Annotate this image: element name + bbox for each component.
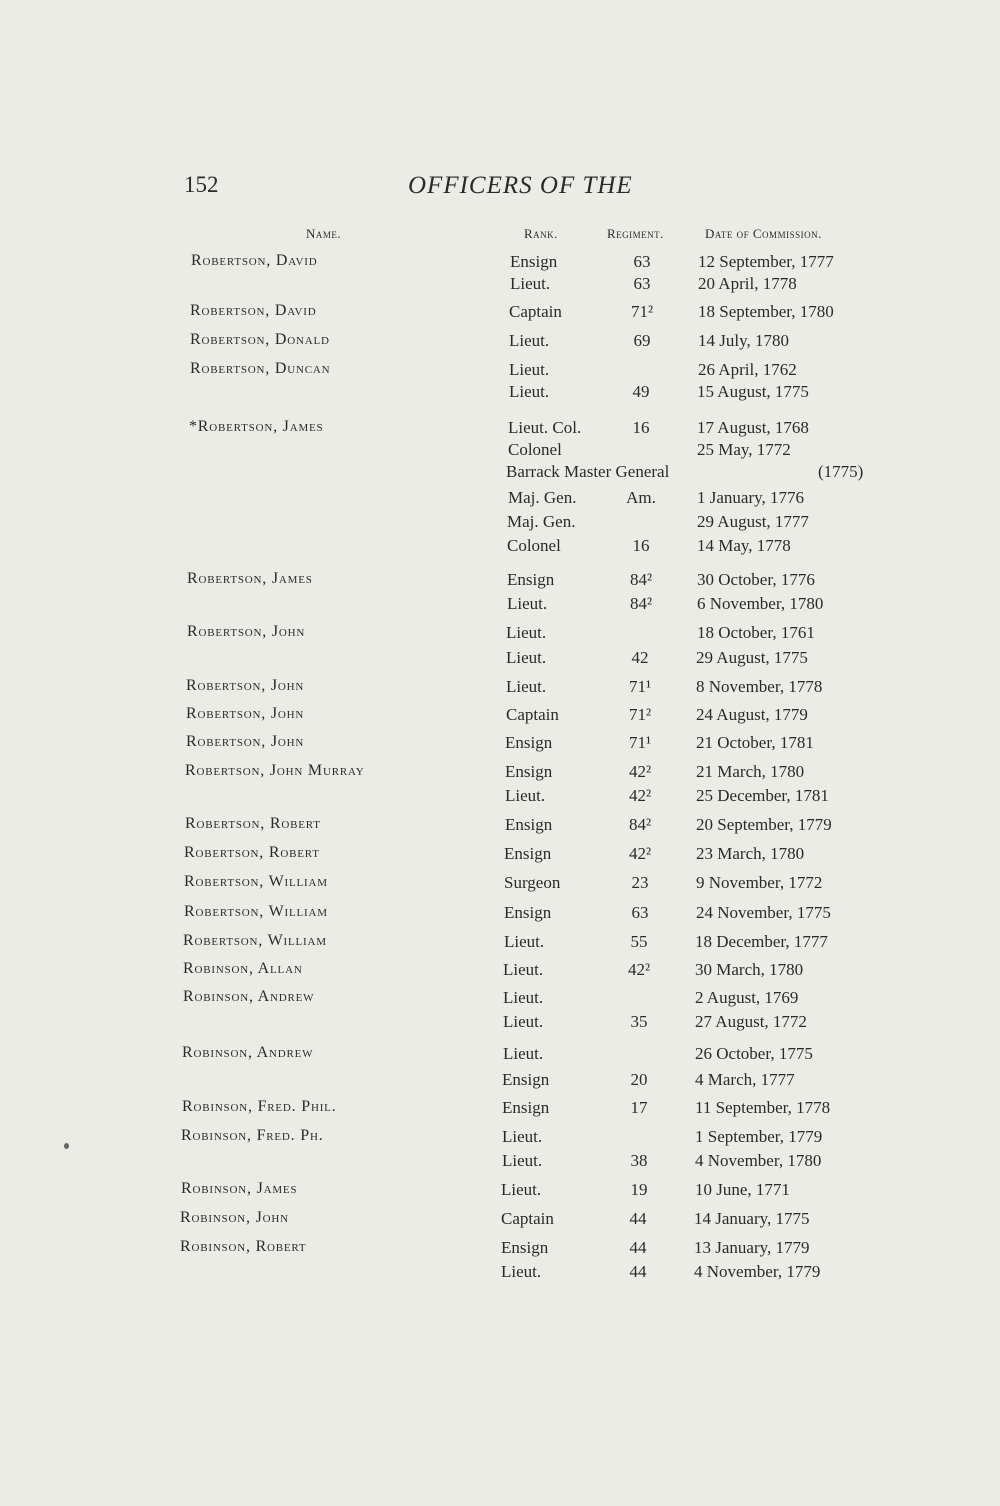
officer-regiment: 42² bbox=[628, 786, 652, 805]
officer-regiment: 84² bbox=[629, 594, 653, 613]
officer-rank: Maj. Gen. bbox=[508, 488, 577, 507]
officer-row bbox=[0, 1180, 1000, 1204]
officer-rank: Lieut. bbox=[509, 360, 550, 379]
commission-date: 9 November, 1772 bbox=[696, 873, 823, 892]
commission-date: 10 June, 1771 bbox=[695, 1180, 790, 1199]
officer-name: Robinson, Robert bbox=[180, 1238, 307, 1255]
officer-name: Robinson, John bbox=[180, 1209, 289, 1226]
commission-date: 18 December, 1777 bbox=[695, 932, 828, 951]
officer-name: Robinson, Andrew bbox=[183, 988, 315, 1005]
commission-date: 26 October, 1775 bbox=[695, 1044, 813, 1063]
officer-rank: Lieut. bbox=[509, 382, 550, 401]
commission-date: 17 August, 1768 bbox=[697, 418, 809, 437]
officer-name: Robertson, John Murray bbox=[185, 762, 365, 779]
header-rank: Rank. bbox=[524, 226, 558, 241]
officer-row bbox=[0, 844, 1000, 868]
officer-name: Robertson, David bbox=[191, 252, 318, 269]
officer-row bbox=[0, 733, 1000, 757]
officer-regiment: 20 bbox=[630, 1070, 648, 1089]
officer-regiment: 16 bbox=[632, 536, 650, 555]
officer-rank: Captain bbox=[506, 705, 559, 724]
commission-date: 25 December, 1781 bbox=[696, 786, 829, 805]
commission-date: 1 September, 1779 bbox=[695, 1127, 823, 1146]
officer-rank: Ensign bbox=[505, 815, 553, 834]
officer-row bbox=[0, 815, 1000, 839]
officer-name: Robinson, James bbox=[181, 1180, 298, 1197]
commission-date: 11 September, 1778 bbox=[695, 1098, 831, 1117]
commission-date: 29 August, 1777 bbox=[697, 512, 809, 531]
officer-rank: Lieut. bbox=[505, 786, 546, 805]
commission-date: 15 August, 1775 bbox=[697, 382, 809, 401]
officer-name: Robertson, James bbox=[187, 570, 313, 587]
officer-rank: Ensign bbox=[507, 570, 555, 589]
officer-regiment: 16 bbox=[632, 418, 650, 437]
officer-name: Robertson, William bbox=[183, 932, 327, 949]
officer-rank: Lieut. bbox=[506, 677, 547, 696]
officer-name: Robinson, Allan bbox=[183, 960, 303, 977]
officer-rank: Surgeon bbox=[504, 873, 561, 892]
commission-date: 30 March, 1780 bbox=[695, 960, 804, 979]
officer-rank: Captain bbox=[501, 1209, 554, 1228]
officer-name: Robertson, David bbox=[190, 302, 317, 319]
officer-name: Robertson, John bbox=[186, 677, 305, 694]
officer-row bbox=[0, 440, 1000, 464]
officer-rank: Captain bbox=[509, 302, 562, 321]
commission-date: 23 March, 1780 bbox=[696, 844, 805, 863]
officer-regiment: 71² bbox=[630, 302, 654, 321]
commission-date: 4 November, 1780 bbox=[695, 1151, 822, 1170]
officer-row bbox=[0, 960, 1000, 984]
officer-regiment: 63 bbox=[631, 903, 649, 922]
officer-row bbox=[0, 1238, 1000, 1262]
commission-date: 21 March, 1780 bbox=[696, 762, 805, 781]
officer-row bbox=[0, 360, 1000, 384]
officer-row bbox=[0, 418, 1000, 442]
officer-regiment: 44 bbox=[629, 1238, 647, 1257]
officer-regiment: 71¹ bbox=[628, 733, 652, 752]
officer-row bbox=[0, 762, 1000, 786]
officer-regiment: 35 bbox=[630, 1012, 648, 1031]
officer-rank: Ensign bbox=[504, 844, 552, 863]
commission-date: 29 August, 1775 bbox=[696, 648, 808, 667]
officer-row bbox=[0, 677, 1000, 701]
officer-regiment: 84² bbox=[629, 570, 653, 589]
officer-name: Robertson, Robert bbox=[185, 815, 321, 832]
commission-date: 24 November, 1775 bbox=[696, 903, 831, 922]
officer-rank: Lieut. bbox=[503, 960, 544, 979]
commission-date: 1 January, 1776 bbox=[697, 488, 805, 507]
officer-name: Robinson, Fred. Phil. bbox=[182, 1098, 337, 1115]
officer-name: *Robertson, James bbox=[189, 418, 324, 435]
officer-rank: Colonel bbox=[508, 440, 562, 459]
officer-regiment: 23 bbox=[631, 873, 649, 892]
officer-row bbox=[0, 873, 1000, 897]
officer-name: Robertson, William bbox=[184, 903, 328, 920]
officer-rank: Lieut. bbox=[510, 274, 551, 293]
running-head: OFFICERS OF THE bbox=[408, 172, 633, 199]
officer-row bbox=[0, 932, 1000, 956]
officer-regiment: 55 bbox=[630, 932, 648, 951]
officer-rank: Barrack Master General bbox=[506, 462, 670, 481]
officer-name: Robinson, Andrew bbox=[182, 1044, 314, 1061]
officer-rank: Lieut. bbox=[502, 1151, 543, 1170]
officer-rank: Ensign bbox=[502, 1098, 550, 1117]
officer-rank: Lieut. Col. bbox=[508, 418, 582, 437]
officer-row bbox=[0, 903, 1000, 927]
officer-row bbox=[0, 594, 1000, 618]
commission-date: 26 April, 1762 bbox=[698, 360, 797, 379]
ink-speck bbox=[64, 1143, 69, 1149]
commission-date: 14 May, 1778 bbox=[697, 536, 791, 555]
officer-row bbox=[0, 623, 1000, 647]
header-regiment: Regiment. bbox=[607, 226, 664, 241]
officer-rank: Lieut. bbox=[504, 932, 545, 951]
officer-regiment: 69 bbox=[633, 331, 651, 350]
officer-rank: Lieut. bbox=[501, 1180, 542, 1199]
officer-rank: Lieut. bbox=[503, 1012, 544, 1031]
officer-regiment: 44 bbox=[629, 1262, 647, 1281]
officer-regiment: Am. bbox=[626, 488, 656, 507]
commission-date: (1775) bbox=[818, 462, 864, 481]
officer-row bbox=[0, 536, 1000, 560]
officer-rank: Colonel bbox=[507, 536, 561, 555]
officer-row bbox=[0, 274, 1000, 298]
header-name: Name. bbox=[306, 226, 342, 241]
officer-rank: Maj. Gen. bbox=[507, 512, 576, 531]
officer-name: Robertson, William bbox=[184, 873, 328, 890]
officer-rank: Lieut. bbox=[507, 594, 548, 613]
commission-date: 18 September, 1780 bbox=[698, 302, 834, 321]
officer-row bbox=[0, 648, 1000, 672]
officer-row bbox=[0, 1098, 1000, 1122]
officer-row bbox=[0, 1262, 1000, 1286]
commission-date: 2 August, 1769 bbox=[695, 988, 799, 1007]
officer-regiment: 63 bbox=[633, 274, 651, 293]
commission-date: 14 July, 1780 bbox=[698, 331, 789, 350]
commission-date: 4 March, 1777 bbox=[695, 1070, 795, 1089]
officer-rank: Lieut. bbox=[509, 331, 550, 350]
officer-rank: Lieut. bbox=[506, 648, 547, 667]
officer-rank: Ensign bbox=[501, 1238, 549, 1257]
officer-row bbox=[0, 570, 1000, 594]
officer-row bbox=[0, 331, 1000, 355]
officer-regiment: 42² bbox=[627, 960, 651, 979]
officer-name: Robertson, John bbox=[187, 623, 306, 640]
officer-name: Robertson, John bbox=[186, 705, 305, 722]
officer-regiment: 42 bbox=[631, 648, 649, 667]
officer-rank: Lieut. bbox=[503, 988, 544, 1007]
officer-rank: Ensign bbox=[505, 762, 553, 781]
officer-regiment: 17 bbox=[630, 1098, 648, 1117]
officer-rank: Ensign bbox=[502, 1070, 550, 1089]
officer-name: Robertson, Robert bbox=[184, 844, 320, 861]
officer-row bbox=[0, 462, 1000, 486]
officer-regiment: 42² bbox=[628, 762, 652, 781]
commission-date: 13 January, 1779 bbox=[694, 1238, 810, 1257]
officer-regiment: 49 bbox=[632, 382, 650, 401]
officer-name: Robertson, Duncan bbox=[190, 360, 331, 377]
officer-name: Robertson, John bbox=[186, 733, 305, 750]
officer-regiment: 71¹ bbox=[628, 677, 652, 696]
header-date: Date of Commission. bbox=[705, 226, 822, 241]
officer-row bbox=[0, 1127, 1000, 1151]
officer-row bbox=[0, 488, 1000, 512]
officer-rank: Ensign bbox=[510, 252, 558, 271]
officer-rank: Ensign bbox=[505, 733, 553, 752]
commission-date: 12 September, 1777 bbox=[698, 252, 834, 271]
commission-date: 20 April, 1778 bbox=[698, 274, 797, 293]
officer-name: Robertson, Donald bbox=[190, 331, 330, 348]
officer-row bbox=[0, 786, 1000, 810]
officer-row bbox=[0, 382, 1000, 406]
page-number: 152 bbox=[184, 172, 219, 197]
commission-date: 20 September, 1779 bbox=[696, 815, 832, 834]
officer-row bbox=[0, 1209, 1000, 1233]
officer-rank: Lieut. bbox=[501, 1262, 542, 1281]
commission-date: 14 January, 1775 bbox=[694, 1209, 810, 1228]
officer-rank: Ensign bbox=[504, 903, 552, 922]
commission-date: 4 November, 1779 bbox=[694, 1262, 821, 1281]
officer-regiment: 38 bbox=[630, 1151, 648, 1170]
commission-date: 18 October, 1761 bbox=[697, 623, 815, 642]
officer-row bbox=[0, 1070, 1000, 1094]
commission-date: 6 November, 1780 bbox=[697, 594, 824, 613]
officer-row bbox=[0, 988, 1000, 1012]
officer-row bbox=[0, 1044, 1000, 1068]
officer-regiment: 42² bbox=[628, 844, 652, 863]
officer-rank: Lieut. bbox=[506, 623, 547, 642]
commission-date: 21 October, 1781 bbox=[696, 733, 814, 752]
commission-date: 24 August, 1779 bbox=[696, 705, 808, 724]
officer-name: Robinson, Fred. Ph. bbox=[181, 1127, 324, 1144]
commission-date: 27 August, 1772 bbox=[695, 1012, 807, 1031]
officer-row bbox=[0, 1151, 1000, 1175]
officer-row bbox=[0, 705, 1000, 729]
commission-date: 30 October, 1776 bbox=[697, 570, 815, 589]
officer-regiment: 19 bbox=[630, 1180, 648, 1199]
officer-regiment: 71² bbox=[628, 705, 652, 724]
officer-rank: Lieut. bbox=[502, 1127, 543, 1146]
officer-row bbox=[0, 512, 1000, 536]
officer-row bbox=[0, 302, 1000, 326]
commission-date: 8 November, 1778 bbox=[696, 677, 823, 696]
officer-regiment: 44 bbox=[629, 1209, 647, 1228]
officer-rank: Lieut. bbox=[503, 1044, 544, 1063]
officer-regiment: 63 bbox=[633, 252, 651, 271]
officer-row bbox=[0, 252, 1000, 276]
officer-row bbox=[0, 1012, 1000, 1036]
commission-date: 25 May, 1772 bbox=[697, 440, 791, 459]
officer-regiment: 84² bbox=[628, 815, 652, 834]
